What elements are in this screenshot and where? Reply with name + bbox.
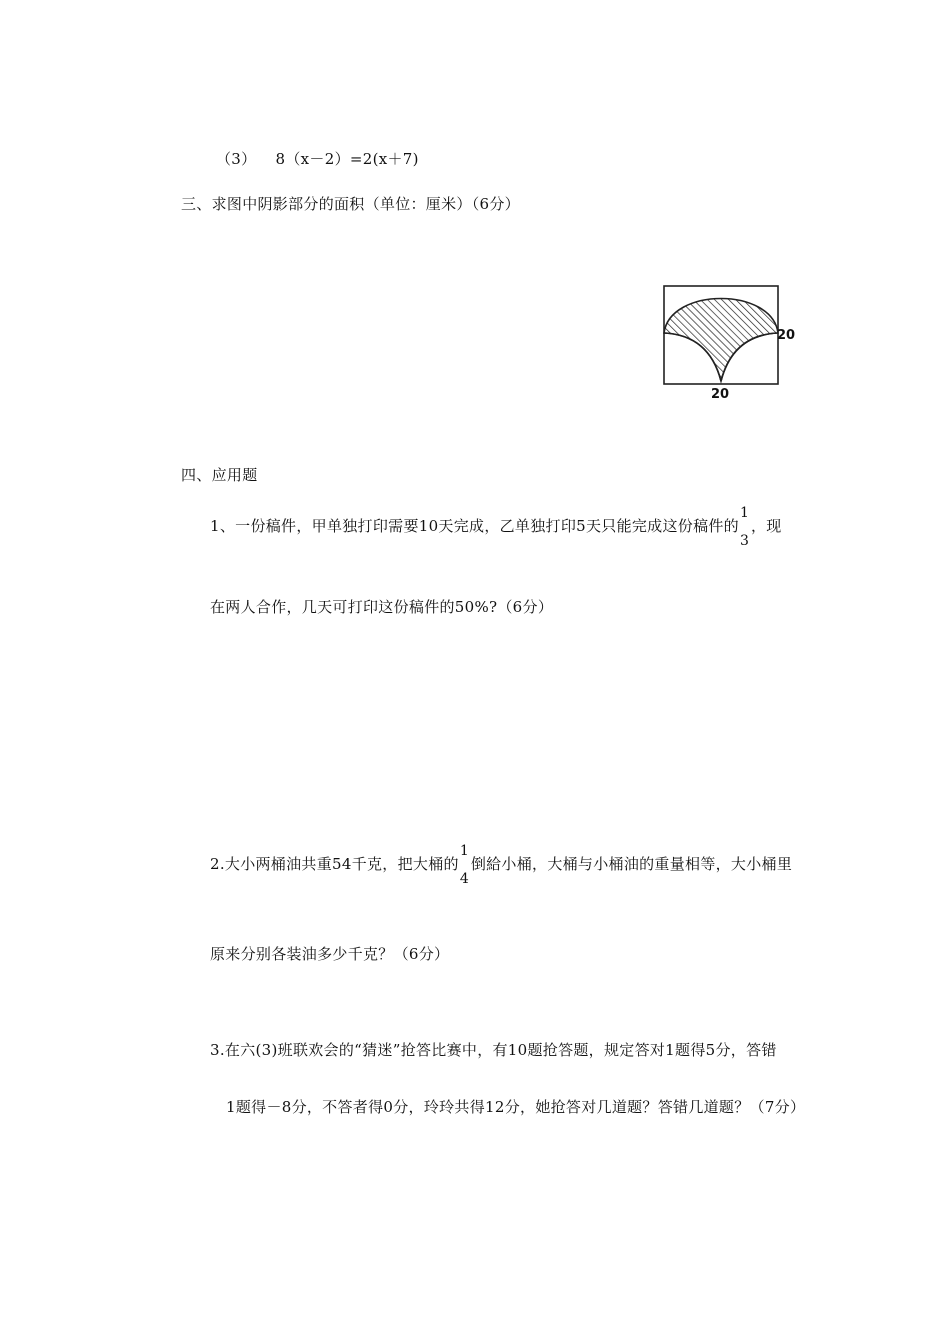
shaded-area-figure bbox=[655, 283, 805, 405]
problem-1-line-1 bbox=[210, 505, 782, 549]
shaded-region bbox=[664, 299, 778, 382]
problem-1-text: 1、一份稿件，甲单独打印需要10天完成，乙单独打印5天只能完成这份稿件的 bbox=[210, 517, 739, 535]
problem-3-line-2: 1题得－8分，不答者得0分，玲玲共得12分，她抢答对几道题？答错几道题？（7分） bbox=[226, 1098, 806, 1116]
fraction-one-third: 1 3 bbox=[739, 505, 750, 549]
section-4-heading: 四、应用题 bbox=[181, 466, 258, 484]
problem-2-line-2: 原来分别各装油多少千克？（6分） bbox=[210, 945, 450, 963]
equation-number: （3） bbox=[216, 150, 257, 168]
section-3-heading: 三、求图中阴影部分的面积（单位：厘米）（6分） bbox=[181, 195, 520, 213]
bottom-length-label: 20 bbox=[711, 387, 730, 402]
problem-2-text: 2.大小两桶油共重54千克，把大桶的 bbox=[210, 855, 459, 873]
problem-1-text-tail: ，现 bbox=[750, 517, 782, 535]
fraction-one-quarter: 1 4 bbox=[459, 843, 470, 887]
problem-2-line-1 bbox=[210, 843, 793, 887]
figure-drawing bbox=[655, 283, 805, 405]
problem-3-line-1: 3.在六(3)班联欢会的“猜迷”抢答比赛中，有10题抢答题，规定答对1题得5分，答错 bbox=[210, 1041, 777, 1059]
equation-expression: 8（x－2）=2(x＋7) bbox=[275, 150, 419, 168]
problem-2-text-tail: 倒給小桶，大桶与小桶油的重量相等，大小桶里 bbox=[470, 855, 793, 873]
equation-line bbox=[216, 148, 419, 169]
side-length-label: 20 bbox=[777, 328, 796, 343]
problem-1-line-2: 在两人合作，几天可打印这份稿件的50%?（6分） bbox=[210, 598, 554, 616]
